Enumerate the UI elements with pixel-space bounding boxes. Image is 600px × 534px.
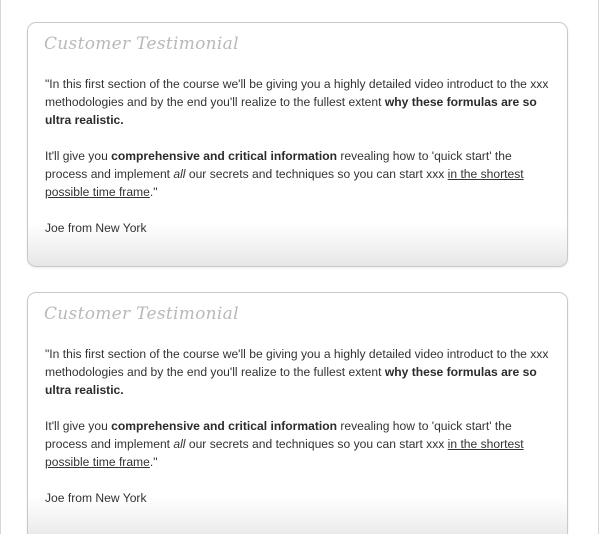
- detail-italic: all: [173, 437, 186, 451]
- testimonial-heading: Customer Testimonial: [44, 34, 239, 54]
- detail-emphasis: comprehensive and critical information: [111, 149, 337, 163]
- underlined-link[interactable]: in the shortest possible time frame: [45, 437, 524, 469]
- detail-text: It'll give you: [45, 419, 112, 433]
- quote-emphasis: why these formulas are so ultra realistic.: [45, 365, 537, 397]
- testimonial-card: [27, 292, 568, 534]
- detail-text: .": [149, 185, 158, 199]
- page-rule-right: [598, 0, 599, 534]
- detail-italic: all: [173, 167, 186, 181]
- testimonial-body: [45, 345, 551, 507]
- detail-text: revealing how to 'quick start' the process and implement: [45, 419, 512, 451]
- detail-emphasis: comprehensive and critical information: [111, 419, 337, 433]
- detail-text: revealing how to 'quick start' the process and implement: [45, 149, 512, 181]
- underlined-link[interactable]: in the shortest possible time frame: [45, 167, 524, 199]
- testimonial-quote-paragraph: [45, 75, 551, 129]
- testimonial-card: [27, 22, 568, 267]
- testimonial-author: Joe from New York: [45, 221, 147, 235]
- testimonial-detail-paragraph: [45, 147, 551, 201]
- detail-text: our secrets and techniques so you can start xxx: [185, 167, 448, 181]
- testimonial-detail-paragraph: [45, 417, 551, 471]
- quote-text: "In this first section of the course we'll be giving you a highly detailed video introduct to the xxx methodologies and by the end you'll realize to the fullest extent: [45, 347, 549, 379]
- testimonial-author: Joe from New York: [45, 491, 147, 505]
- testimonial-quote-paragraph: [45, 345, 551, 399]
- quote-text: "In this first section of the course we'll be giving you a highly detailed video introduct to the xxx methodologies and by the end you'll realize to the fullest extent: [45, 77, 549, 109]
- detail-text: our secrets and techniques so you can start xxx: [185, 437, 448, 451]
- detail-text: .": [149, 455, 158, 469]
- testimonial-body: [45, 75, 551, 237]
- testimonial-heading: Customer Testimonial: [44, 304, 239, 324]
- quote-emphasis: why these formulas are so ultra realistic.: [45, 95, 537, 127]
- detail-text: It'll give you: [45, 149, 112, 163]
- page-rule-left: [0, 0, 1, 534]
